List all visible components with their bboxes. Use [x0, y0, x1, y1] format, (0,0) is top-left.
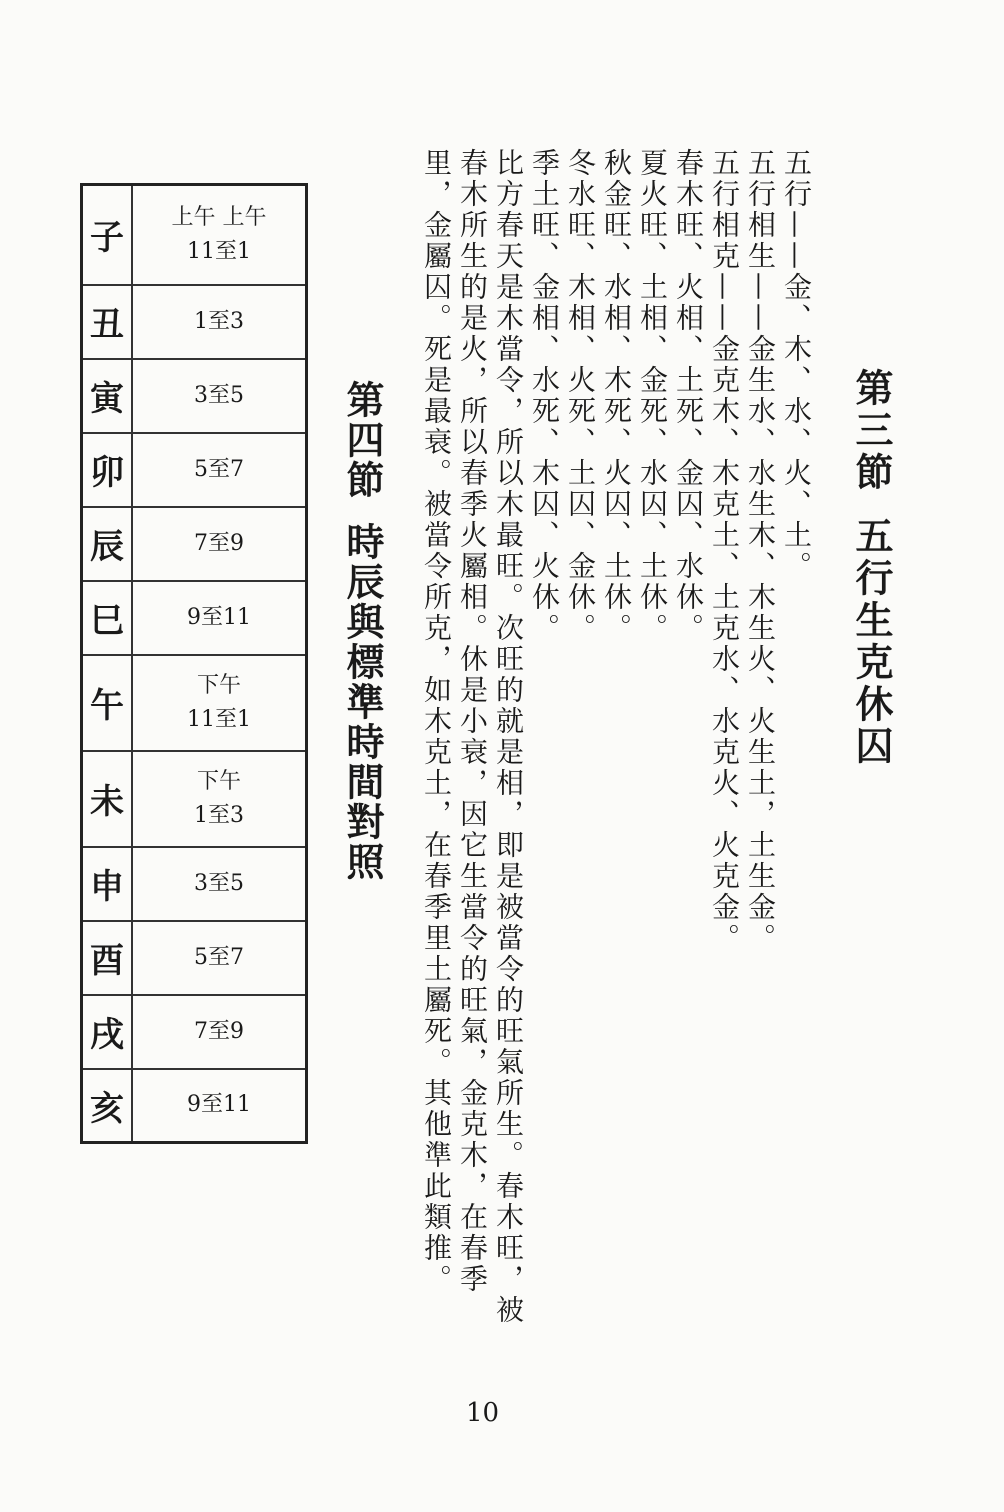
period-label: 上午 上午 — [171, 204, 267, 230]
section3-title-number: 第三節 — [849, 368, 893, 494]
branch-cell: 酉 — [82, 921, 133, 995]
time-range: 5至7 — [194, 944, 244, 970]
time-range: 11至1 — [187, 706, 251, 732]
body-line: 春木旺、火相、土死、金囚、水休。 — [672, 148, 705, 644]
table-row — [82, 1069, 307, 1143]
body-line: 季土旺、金相、水死、木囚、火休。 — [528, 148, 561, 644]
branch-cell: 辰 — [82, 507, 133, 581]
time-cell — [132, 1069, 307, 1143]
section4-title — [340, 380, 384, 882]
time-cell — [132, 507, 307, 581]
section3-title — [849, 368, 893, 768]
table-row — [82, 185, 307, 285]
table-row — [82, 921, 307, 995]
time-range: 9至11 — [187, 1092, 251, 1118]
time-range: 5至7 — [194, 456, 244, 482]
table-row — [82, 581, 307, 655]
branch-cell: 亥 — [82, 1069, 133, 1143]
branch-cell: 丑 — [82, 285, 133, 359]
time-range: 11至1 — [187, 238, 251, 264]
branch-cell: 寅 — [82, 359, 133, 433]
period-label: 下午 — [196, 768, 241, 794]
table-row — [82, 995, 307, 1069]
table-row — [82, 847, 307, 921]
section3-body — [418, 148, 814, 1348]
time-conversion-table — [80, 183, 308, 1144]
time-cell — [132, 995, 307, 1069]
table-row — [82, 359, 307, 433]
time-range: 7至9 — [194, 530, 244, 556]
branch-cell: 申 — [82, 847, 133, 921]
time-range: 9至11 — [187, 604, 251, 630]
body-paragraph: 比方春天是木當令，所以木最旺。次旺的就是相，即是被當令的旺氣所生。春木旺，被春木所生的是火，所以春季火屬相。休是小衰，因它生當令的旺氣，金克木，在春季里，金屬囚。死是最衰。被當令所克，如木克土，在春季里土屬死。其他準此類推。 — [420, 148, 525, 1326]
table-row — [82, 433, 307, 507]
body-line: 五行——金、木、水、火、土。 — [780, 148, 813, 582]
time-cell — [132, 581, 307, 655]
body-line: 五行相克——金克木、木克土、土克水、水克火、火克金。 — [708, 148, 741, 954]
time-cell — [132, 433, 307, 507]
table-row — [82, 751, 307, 847]
period-label: 下午 — [196, 672, 241, 698]
time-cell — [132, 847, 307, 921]
time-range: 7至9 — [194, 1018, 244, 1044]
table-row — [82, 655, 307, 751]
body-line: 夏火旺、土相、金死、水囚、土休。 — [636, 148, 669, 644]
time-cell — [132, 655, 307, 751]
time-range: 1至3 — [194, 308, 244, 334]
body-line: 秋金旺、水相、木死、火囚、土休。 — [600, 148, 633, 644]
body-line: 冬水旺、木相、火死、土囚、金休。 — [564, 148, 597, 644]
branch-cell: 戌 — [82, 995, 133, 1069]
section4-title-text: 時辰與標準時間對照 — [340, 522, 384, 882]
time-cell — [132, 751, 307, 847]
time-cell — [132, 921, 307, 995]
page-number: 10 — [466, 1398, 500, 1428]
table-row — [82, 285, 307, 359]
branch-cell: 未 — [82, 751, 133, 847]
time-range: 3至5 — [194, 870, 244, 896]
branch-cell: 午 — [82, 655, 133, 751]
time-cell — [132, 359, 307, 433]
section4-title-number: 第四節 — [340, 380, 384, 500]
table-row — [82, 507, 307, 581]
body-line: 五行相生——金生水、水生木、木生火、火生土，土生金。 — [744, 148, 777, 954]
time-range: 1至3 — [194, 802, 244, 828]
section3-title-text: 五行生克休囚 — [849, 516, 893, 768]
time-range: 3至5 — [194, 382, 244, 408]
time-cell — [132, 185, 307, 285]
branch-cell: 卯 — [82, 433, 133, 507]
branch-cell: 巳 — [82, 581, 133, 655]
branch-cell: 子 — [82, 185, 133, 285]
time-cell — [132, 285, 307, 359]
